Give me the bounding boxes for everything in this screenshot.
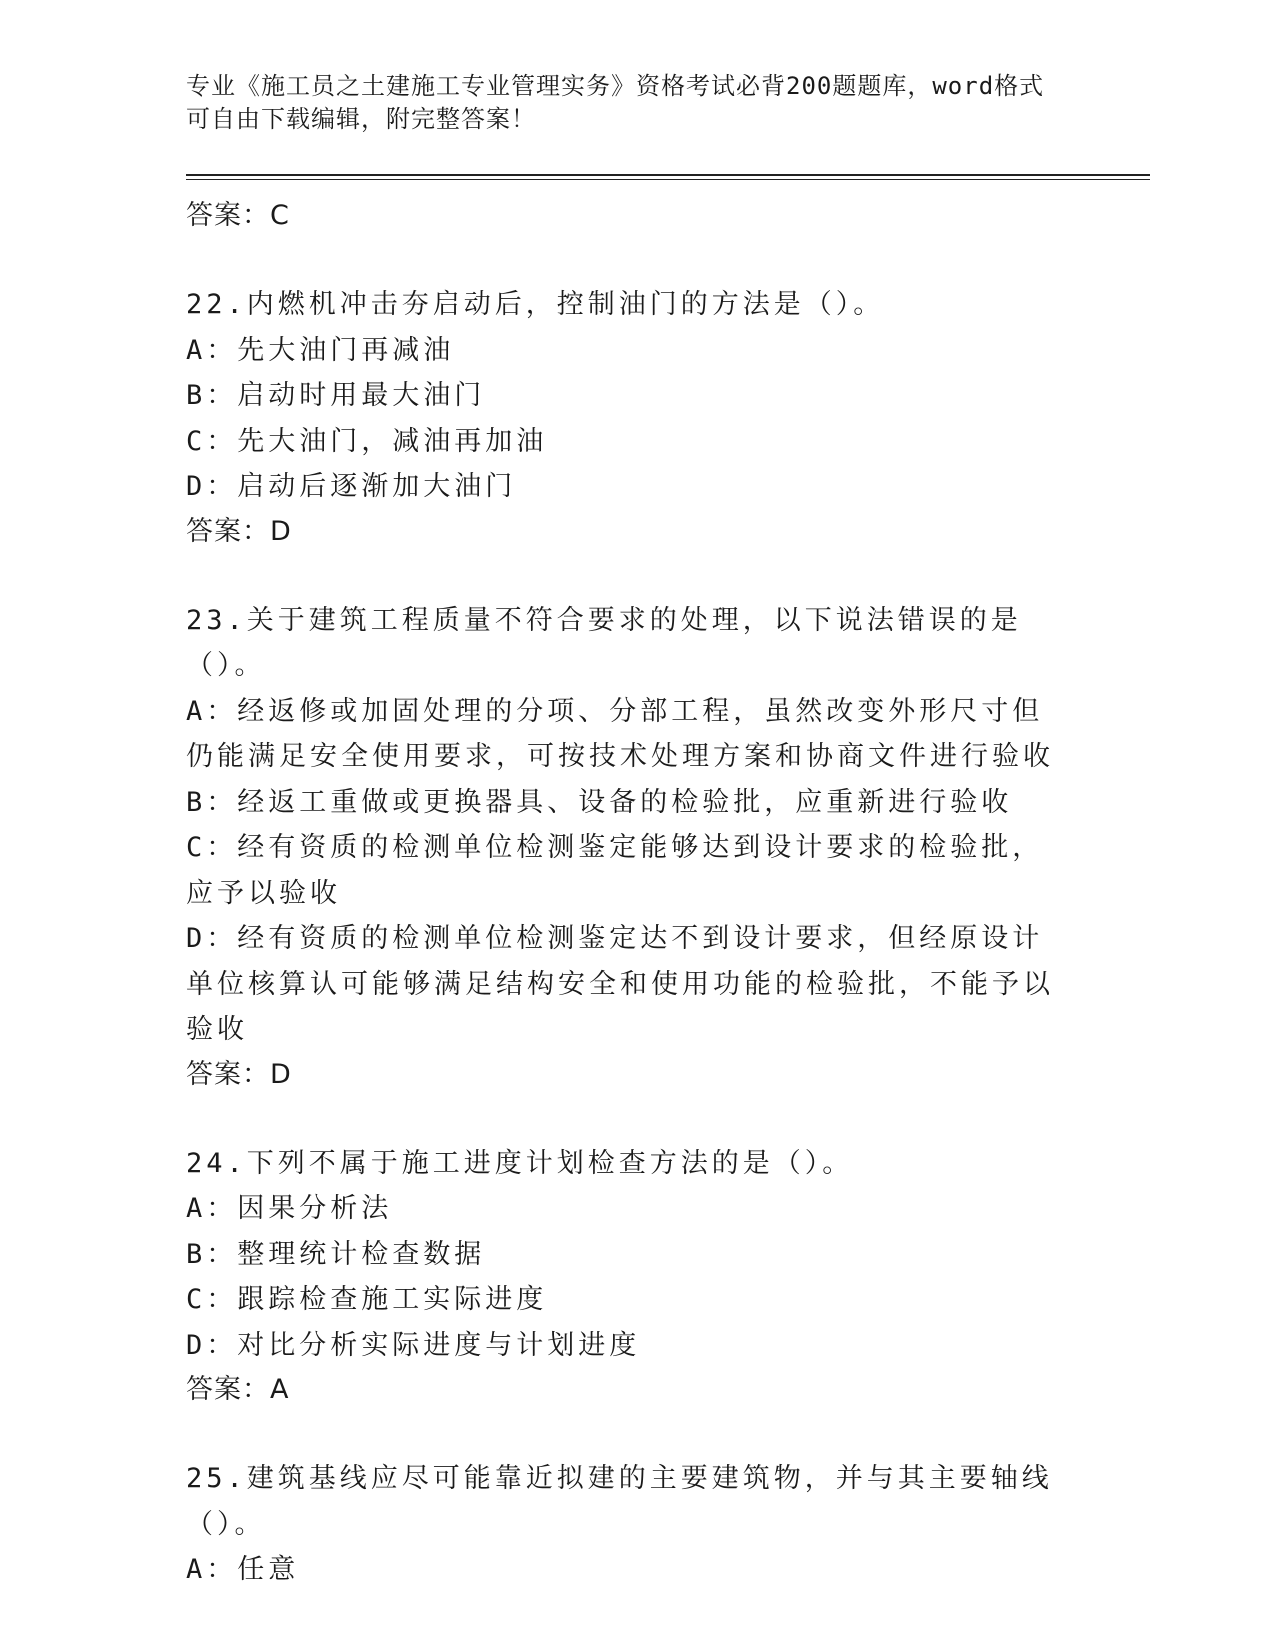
- divider-line-top: [186, 174, 1150, 176]
- question-item: [186, 1456, 1146, 1593]
- document-page: [186, 70, 1146, 1593]
- option-c: C：先大油门，减油再加油: [186, 425, 548, 457]
- question-item: [186, 598, 1146, 1097]
- question-item: [186, 282, 1146, 554]
- question-text: 25.建筑基线应尽可能靠近拟建的主要建筑物，并与其主要轴线（）。: [186, 1463, 1053, 1540]
- option-c: C：经有资质的检测单位检测鉴定能够达到设计要求的检验批，应予以验收: [186, 832, 1044, 909]
- answer-line: 答案：A: [186, 1374, 290, 1405]
- option-d: D：经有资质的检测单位检测鉴定达不到设计要求，但经原设计单位核算认可能够满足结构安全和使用功能的检验批，不能予以验收: [186, 923, 1054, 1045]
- option-a: A：因果分析法: [186, 1193, 393, 1224]
- divider-line-bottom: [186, 179, 1150, 180]
- document-header: 专业《施工员之土建施工专业管理实务》资格考试必背200题题库，word格式可自由下载编辑，附完整答案！: [186, 72, 1045, 133]
- option-b: B：经返工重做或更换器具、设备的检验批，应重新进行验收: [186, 786, 1013, 818]
- option-c: C：跟踪检查施工实际进度: [186, 1284, 548, 1315]
- answer-line: 答案：C: [186, 200, 290, 231]
- header-divider: [186, 174, 1150, 180]
- answer-line: 答案：D: [186, 1058, 292, 1090]
- question-text: 22.内燃机冲击夯启动后，控制油门的方法是（）。: [186, 289, 885, 320]
- question-text: 23.关于建筑工程质量不符合要求的处理，以下说法错误的是（）。: [186, 604, 1022, 681]
- option-a: A：先大油门再减油: [186, 334, 455, 366]
- option-a: A：经返修或加固处理的分项、分部工程，虽然改变外形尺寸但仍能满足安全使用要求，可按技术处理方案和协商文件进行验收: [186, 695, 1054, 772]
- option-d: D：启动后逐渐加大油门: [186, 471, 517, 502]
- question-text: 24.下列不属于施工进度计划检查方法的是（）。: [186, 1147, 854, 1179]
- answer-line: 答案：D: [186, 515, 292, 547]
- option-a: A：任意: [186, 1554, 300, 1585]
- question-item: [186, 1141, 1146, 1413]
- option-b: B：整理统计检查数据: [186, 1238, 486, 1270]
- option-b: B：启动时用最大油门: [186, 380, 486, 411]
- option-d: D：对比分析实际进度与计划进度: [186, 1329, 641, 1361]
